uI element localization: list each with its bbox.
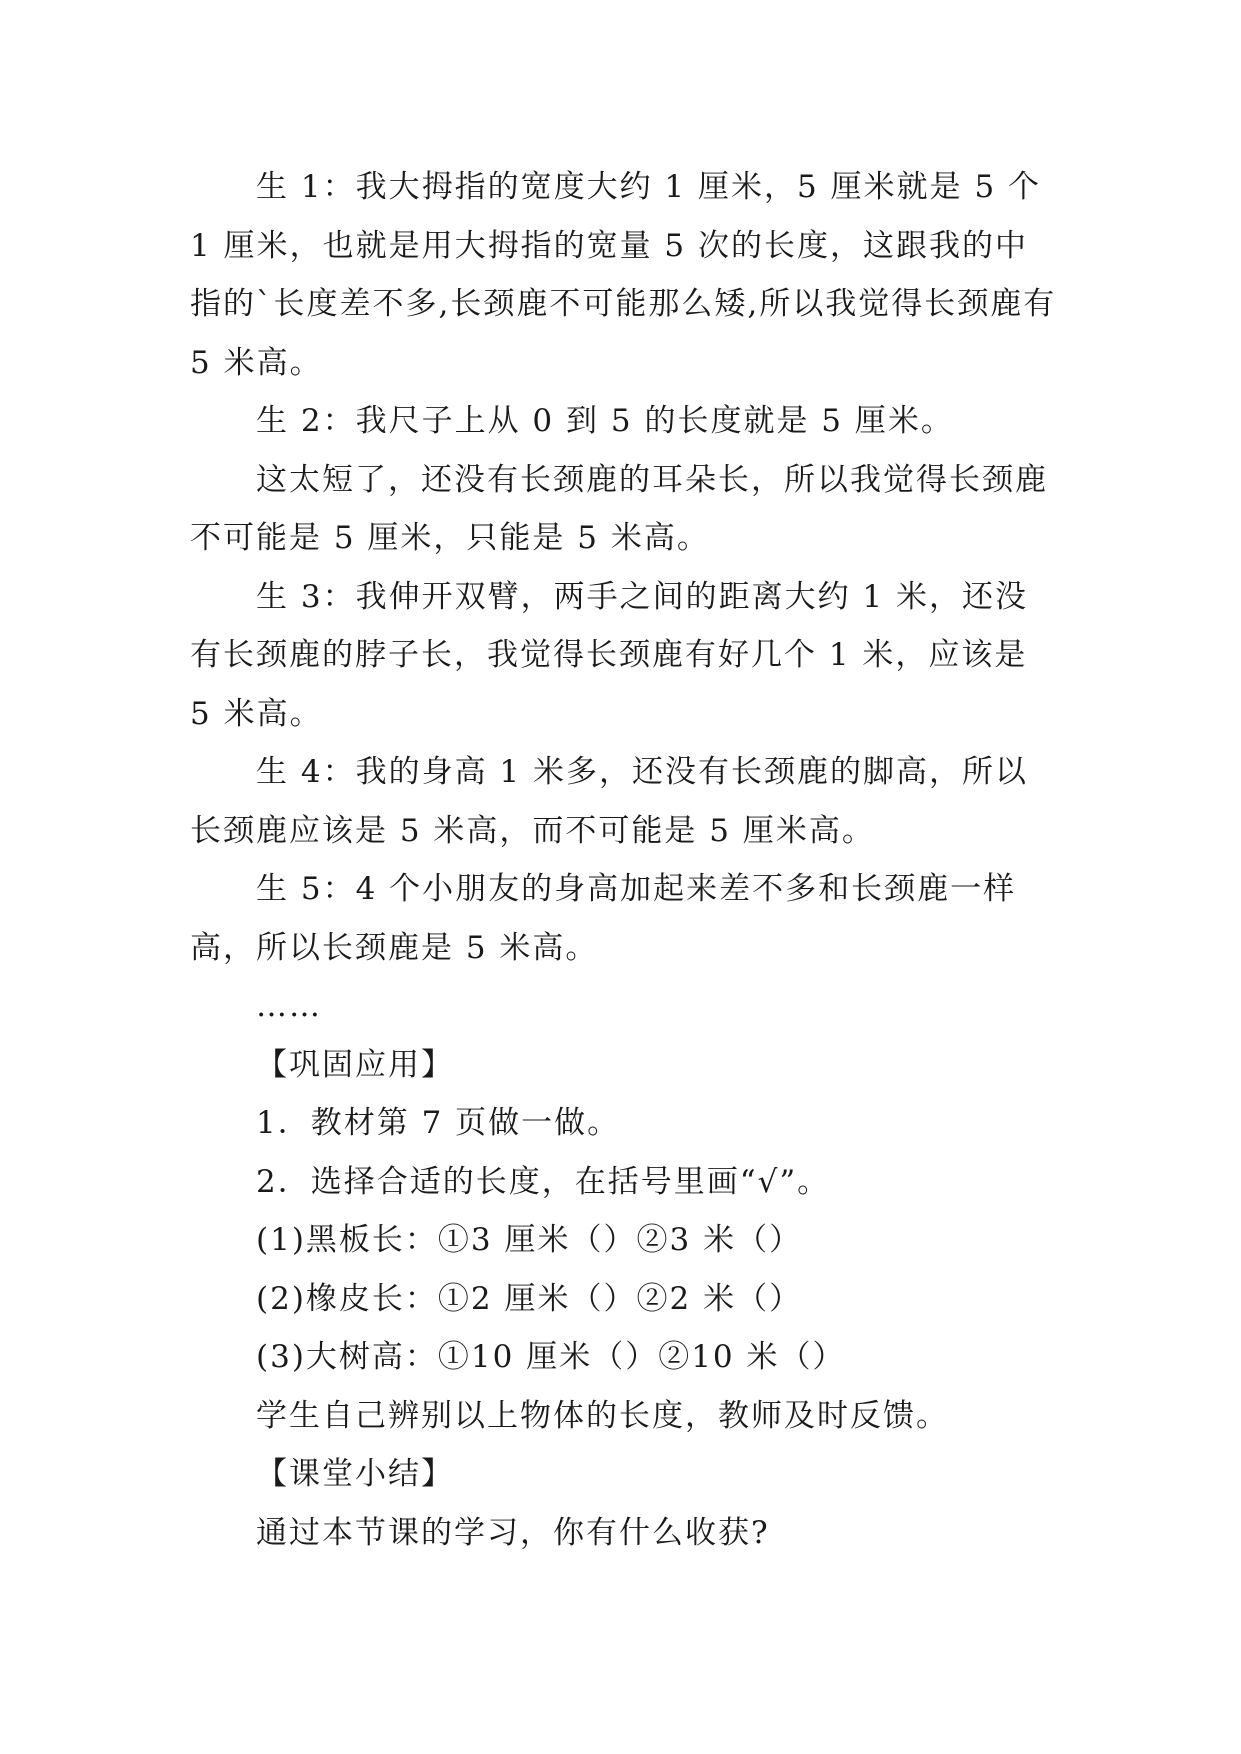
student-2-continued: 这太短了，还没有长颈鹿的耳朵长，所以我觉得长颈鹿不可能是 5 厘米，只能是 5 米高。	[190, 461, 1048, 556]
section-heading-summary: 【课堂小结】	[256, 1456, 454, 1492]
ellipsis: ……	[256, 988, 322, 1024]
section-heading-consolidation: 【巩固应用】	[256, 1046, 454, 1083]
exercise-2-item-1: (1)黑板长：①3 厘米（）②3 米（）	[256, 1222, 803, 1258]
student-2-answer: 生 2：我尺子上从 0 到 5 的长度就是 5 厘米。	[256, 403, 954, 439]
summary-question: 通过本节课的学习，你有什么收获?	[256, 1514, 770, 1551]
student-4-answer: 生 4：我的身高 1 米多，还没有长颈鹿的脚高，所以长颈鹿应该是 5 米高，而不可能是 5 厘米高。	[190, 754, 1029, 849]
student-5-answer: 生 5：4 个小朋友的身高加起来差不多和长颈鹿一样高，所以长颈鹿是 5 米高。	[190, 871, 1017, 966]
exercise-2-item-2: (2)橡皮长：①2 厘米（）②2 米（）	[256, 1280, 803, 1317]
exercise-2-item-3: (3)大树高：①10 厘米（）②10 米（）	[256, 1339, 846, 1375]
student-3-answer: 生 3：我伸开双臂，两手之间的距离大约 1 米，还没有长颈鹿的脖子长，我觉得长颈鹿有好几个 1 米，应该是 5 米高。	[190, 578, 1029, 732]
exercise-1: 1．教材第 7 页做一做。	[256, 1105, 621, 1141]
student-1-answer: 生 1：我大拇指的宽度大约 1 厘米，5 厘米就是 5 个 1 厘米，也就是用大拇指的宽量 5 次的长度，这跟我的中指的`长度差不多,长颈鹿不可能那么矮,所以我觉得长颈鹿有 5 米高。	[190, 169, 1057, 381]
teacher-note: 学生自己辨别以上物体的长度，教师及时反馈。	[256, 1397, 949, 1434]
document-body	[190, 158, 1060, 1562]
exercise-2: 2．选择合适的长度，在括号里画“√”。	[256, 1163, 831, 1200]
